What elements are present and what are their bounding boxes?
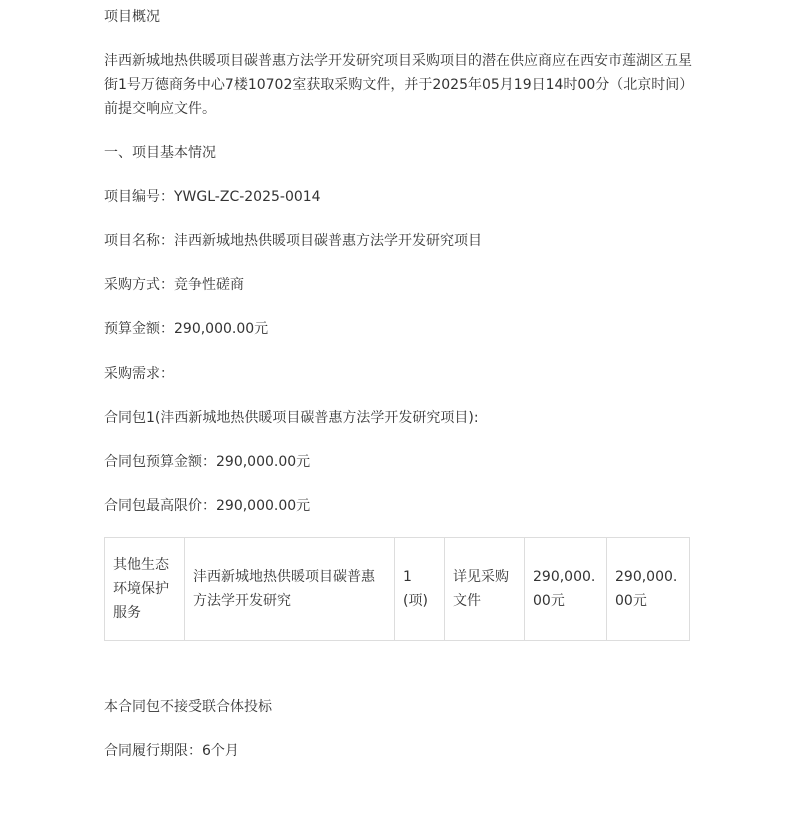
project-number: 项目编号：YWGL-ZC-2025-0014 <box>104 189 321 205</box>
performance-period: 合同履行期限：6个月 <box>104 743 239 759</box>
package-budget: 合同包预算金额：290,000.00元 <box>104 454 311 470</box>
section-heading: 一、项目基本情况 <box>104 145 216 161</box>
consortium-note: 本合同包不接受联合体投标 <box>104 699 272 715</box>
procurement-requirements: 采购需求： <box>104 366 174 382</box>
budget-amount: 预算金额：290,000.00元 <box>104 321 269 337</box>
package-max-price: 合同包最高限价：290,000.00元 <box>104 498 311 514</box>
procurement-method: 采购方式：竞争性磋商 <box>104 277 244 293</box>
quantity-cell: 1(项) <box>395 538 445 641</box>
overview-heading: 项目概况 <box>104 9 160 25</box>
table-row <box>105 538 690 641</box>
max-price-cell: 290,000.00元 <box>525 538 607 641</box>
overview-paragraph: 沣西新城地热供暖项目碳普惠方法学开发研究项目采购项目的潜在供应商应在西安市莲湖区五星街1号万德商务中心7楼10702室获取采购文件，并于2025年05月19日14时00分（北京时间）前提交响应文件。 <box>104 53 694 117</box>
project-name: 项目名称：沣西新城地热供暖项目碳普惠方法学开发研究项目 <box>104 233 482 249</box>
items-table <box>104 537 690 641</box>
item-name-cell: 沣西新城地热供暖项目碳普惠方法学开发研究 <box>185 538 395 641</box>
spec-cell: 详见采购文件 <box>445 538 525 641</box>
category-cell: 其他生态环境保护服务 <box>105 538 185 641</box>
contract-package: 合同包1(沣西新城地热供暖项目碳普惠方法学开发研究项目): <box>104 410 479 426</box>
total-cell: 290,000.00元 <box>607 538 690 641</box>
